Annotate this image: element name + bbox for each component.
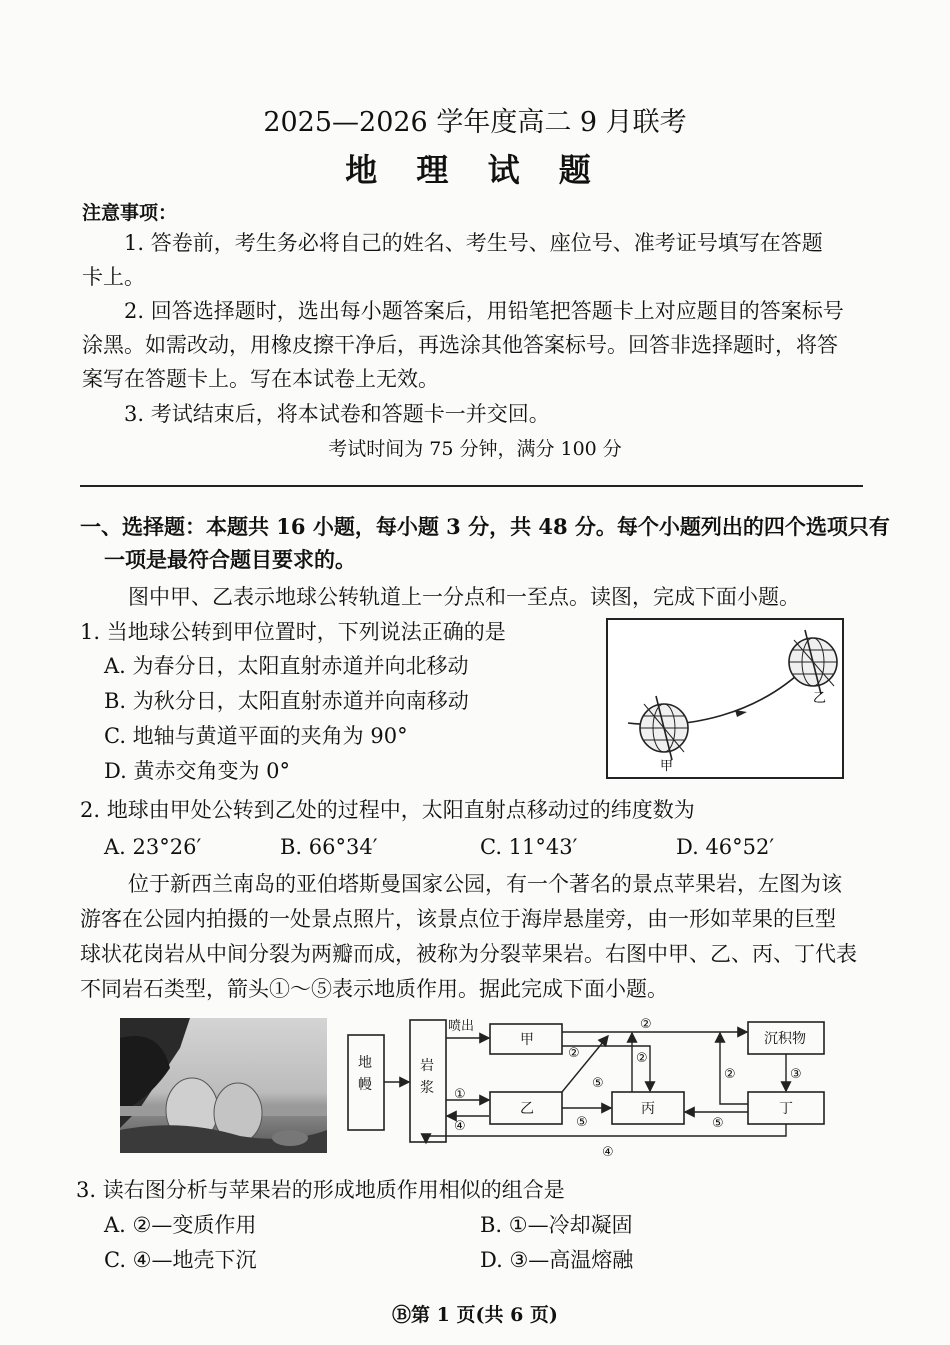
intro-2-line: 不同岩石类型，箭头①～⑤表示地质作用。据此完成下面小题。: [80, 977, 668, 1001]
q3-option-c[interactable]: C. ④—地壳下沉: [104, 1248, 257, 1272]
label-jia: 甲: [520, 1032, 534, 1048]
num-2-up: ②: [636, 1051, 648, 1066]
num-2-top: ②: [640, 1017, 652, 1032]
q1-option-a[interactable]: A. 为春分日，太阳直射赤道并向北移动: [104, 654, 469, 678]
apple-rock-photo: [120, 1018, 327, 1153]
num-5-lower: ⑤: [576, 1115, 588, 1130]
divider: [80, 485, 863, 487]
globe-yi-icon: [789, 630, 837, 694]
subject-title: 地 理 试 题: [345, 151, 605, 189]
label-magma-2: 浆: [420, 1080, 434, 1096]
section-heading: 一、选择题：本题共 16 小题，每小题 3 分，共 48 分。每个小题列出的四个选项只有: [80, 514, 890, 539]
label-mantle-2: 幔: [358, 1077, 372, 1093]
label-yi: 乙: [813, 691, 827, 706]
label-magma-1: 岩: [420, 1058, 434, 1074]
orbit-diagram: [608, 620, 842, 777]
num-1: ①: [454, 1087, 466, 1102]
q3-option-a[interactable]: A. ②—变质作用: [104, 1213, 257, 1237]
q1-option-d[interactable]: D. 黄赤交角变为 0°: [104, 759, 290, 783]
q2-option-d[interactable]: D. 46°52′: [676, 835, 775, 859]
intro-2-line: 球状花岗岩从中间分裂为两瓣而成，被称为分裂苹果岩。右图中甲、乙、丙、丁代表: [80, 942, 857, 966]
note-line: 3. 考试结束后，将本试卷和答题卡一并交回。: [124, 402, 550, 426]
q2-option-a[interactable]: A. 23°26′: [104, 835, 202, 859]
num-4: ④: [454, 1119, 466, 1134]
page-footer: Ⓑ第 1 页(共 6 页): [392, 1304, 558, 1326]
orbit-figure: [606, 618, 844, 779]
q3-option-d[interactable]: D. ③—高温熔融: [480, 1248, 634, 1272]
note-line: 涂黑。如需改动，用橡皮擦干净后，再选涂其他答案标号。回答非选择题时，将答: [82, 333, 838, 357]
section-heading-cont: 一项是最符合题目要求的。: [104, 547, 356, 572]
q2-option-c[interactable]: C. 11°43′: [480, 835, 578, 859]
num-4-bottom: ④: [602, 1145, 614, 1160]
num-2-right: ②: [724, 1067, 736, 1082]
note-line: 2. 回答选择题时，选出每小题答案后，用铅笔把答题卡上对应题目的答案标号: [124, 299, 844, 323]
label-eruption: 喷出: [448, 1019, 475, 1034]
intro-1: 图中甲、乙表示地球公转轨道上一分点和一至点。读图，完成下面小题。: [128, 585, 800, 609]
rock-cycle-diagram: [340, 1012, 840, 1162]
label-yi: 乙: [520, 1101, 534, 1117]
exam-title: 2025—2026 学年度高二 9 月联考: [263, 107, 687, 138]
num-5-upper: ⑤: [592, 1076, 604, 1091]
num-3: ③: [790, 1067, 802, 1082]
intro-2-line: 游客在公园内拍摄的一处景点照片，该景点位于海岸悬崖旁，由一形如苹果的巨型: [80, 907, 836, 931]
label-bing: 丙: [641, 1101, 655, 1117]
q3-option-b[interactable]: B. ①—冷却凝固: [480, 1213, 633, 1237]
label-sediment: 沉积物: [764, 1031, 806, 1047]
q2-stem: 2. 地球由甲处公转到乙处的过程中，太阳直射点移动过的纬度数为: [80, 798, 695, 822]
globe-jia-icon: [640, 696, 688, 760]
note-line: 1. 答卷前，考生务必将自己的姓名、考生号、座位号、准考证号填写在答题: [124, 231, 823, 255]
q1-stem: 1. 当地球公转到甲位置时，下列说法正确的是: [80, 620, 506, 644]
label-jia: 甲: [660, 759, 674, 774]
label-ding: 丁: [779, 1101, 793, 1117]
q1-option-c[interactable]: C. 地轴与黄道平面的夹角为 90°: [104, 724, 408, 748]
q2-option-b[interactable]: B. 66°34′: [280, 835, 378, 859]
num-2-diag: ②: [568, 1046, 580, 1061]
note-line: 卡上。: [82, 265, 145, 289]
q1-option-b[interactable]: B. 为秋分日，太阳直射赤道并向南移动: [104, 689, 469, 713]
intro-2-line: 位于新西兰南岛的亚伯塔斯曼国家公园，有一个著名的景点苹果岩，左图为该: [128, 872, 842, 896]
note-line: 案写在答题卡上。写在本试卷上无效。: [82, 367, 439, 391]
exam-time: 考试时间为 75 分钟，满分 100 分: [328, 438, 622, 460]
notes-heading: 注意事项：: [82, 202, 178, 224]
num-5-right: ⑤: [712, 1116, 724, 1131]
label-mantle-1: 地: [358, 1055, 372, 1071]
q3-stem: 3. 读右图分析与苹果岩的形成地质作用相似的组合是: [76, 1178, 565, 1202]
